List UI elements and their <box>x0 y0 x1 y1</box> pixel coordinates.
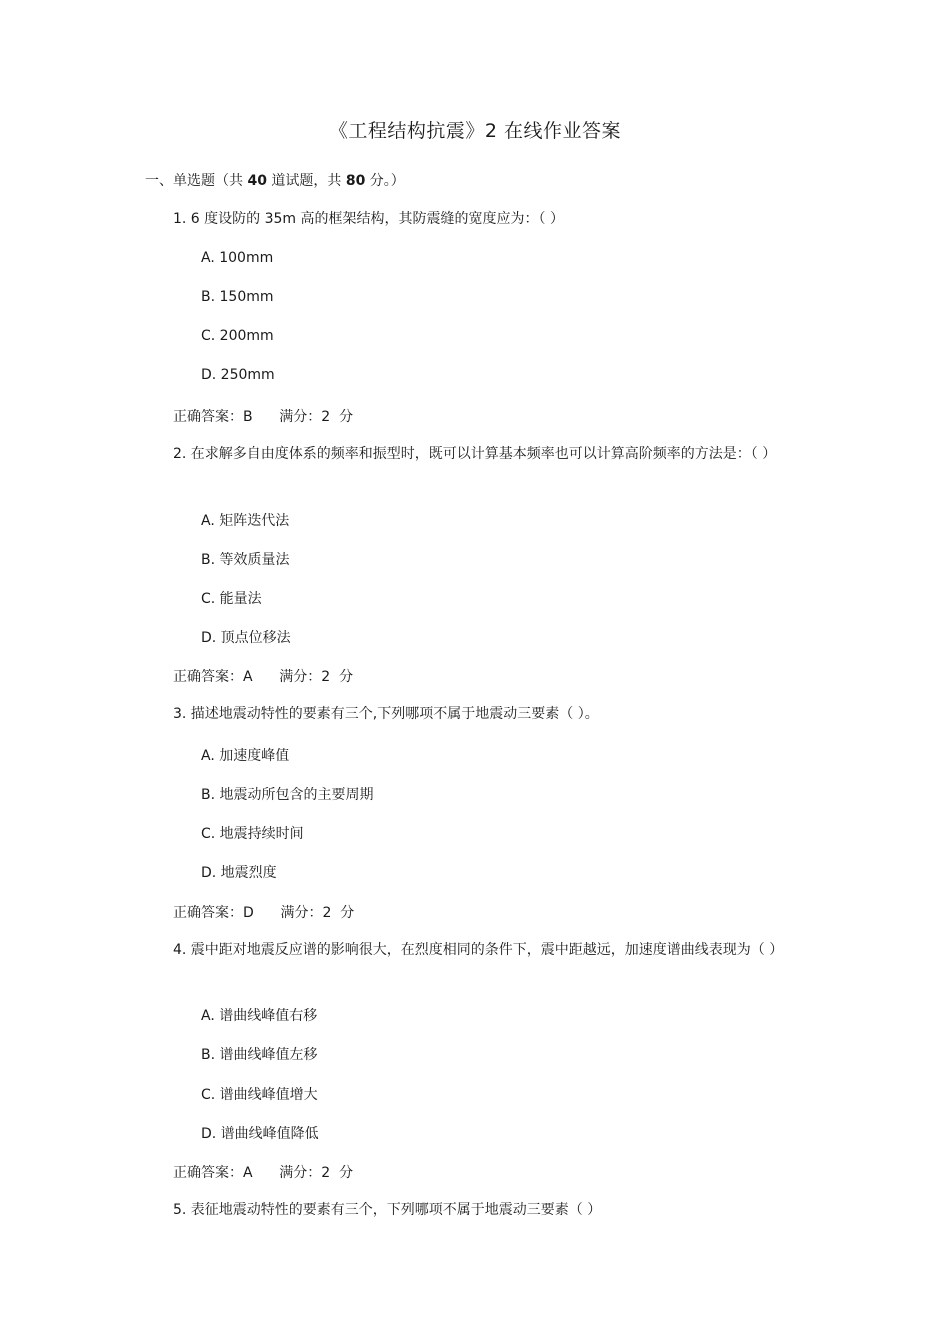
question-text: 4. 震中距对地震反应谱的影响很大，在烈度相同的条件下，震中距越远，加速度谱曲线表现为（ ） <box>173 942 784 958</box>
section-prefix: 一、单选题（共 <box>145 173 248 189</box>
question-text: 5. 表征地震动特性的要素有三个，下列哪项不属于地震动三要素（ ） <box>173 1202 602 1218</box>
answer-line: 正确答案：D 满分：2 分 <box>173 905 355 921</box>
total-score: 80 <box>345 173 366 189</box>
question-text: 1. 6 度设防的 35m 高的框架结构，其防震缝的宽度应为：（ ） <box>173 211 564 227</box>
option: C. 能量法 <box>201 591 262 607</box>
option: A. 谱曲线峰值右移 <box>201 1008 318 1024</box>
section-mid: 道试题，共 <box>266 173 346 189</box>
option: B. 150mm <box>201 289 274 305</box>
answer-line: 正确答案：A 满分：2 分 <box>173 1165 354 1181</box>
section-suffix: 分。） <box>365 173 405 189</box>
answer-line: 正确答案：A 满分：2 分 <box>173 669 354 685</box>
question-text: 2. 在求解多自由度体系的频率和振型时，既可以计算基本频率也可以计算高阶频率的方法是：（ ） <box>173 446 777 462</box>
option: C. 谱曲线峰值增大 <box>201 1087 318 1103</box>
option: C. 地震持续时间 <box>201 826 304 842</box>
question-count: 40 <box>247 173 267 189</box>
option: A. 加速度峰值 <box>201 748 290 764</box>
option: C. 200mm <box>201 328 274 344</box>
option: B. 地震动所包含的主要周期 <box>201 787 374 803</box>
option: D. 谱曲线峰值降低 <box>201 1126 319 1142</box>
option: B. 谱曲线峰值左移 <box>201 1047 318 1063</box>
option: D. 顶点位移法 <box>201 630 291 646</box>
section-heading <box>145 170 405 190</box>
option: A. 100mm <box>201 250 274 266</box>
document-title: 《工程结构抗震》2 在线作业答案 <box>328 120 622 142</box>
question-text: 3. 描述地震动特性的要素有三个,下列哪项不属于地震动三要素（ ）。 <box>173 706 599 722</box>
option: D. 250mm <box>201 367 275 383</box>
answer-line: 正确答案：B 满分：2 分 <box>173 409 354 425</box>
option: D. 地震烈度 <box>201 865 277 881</box>
option: A. 矩阵迭代法 <box>201 513 290 529</box>
option: B. 等效质量法 <box>201 552 290 568</box>
